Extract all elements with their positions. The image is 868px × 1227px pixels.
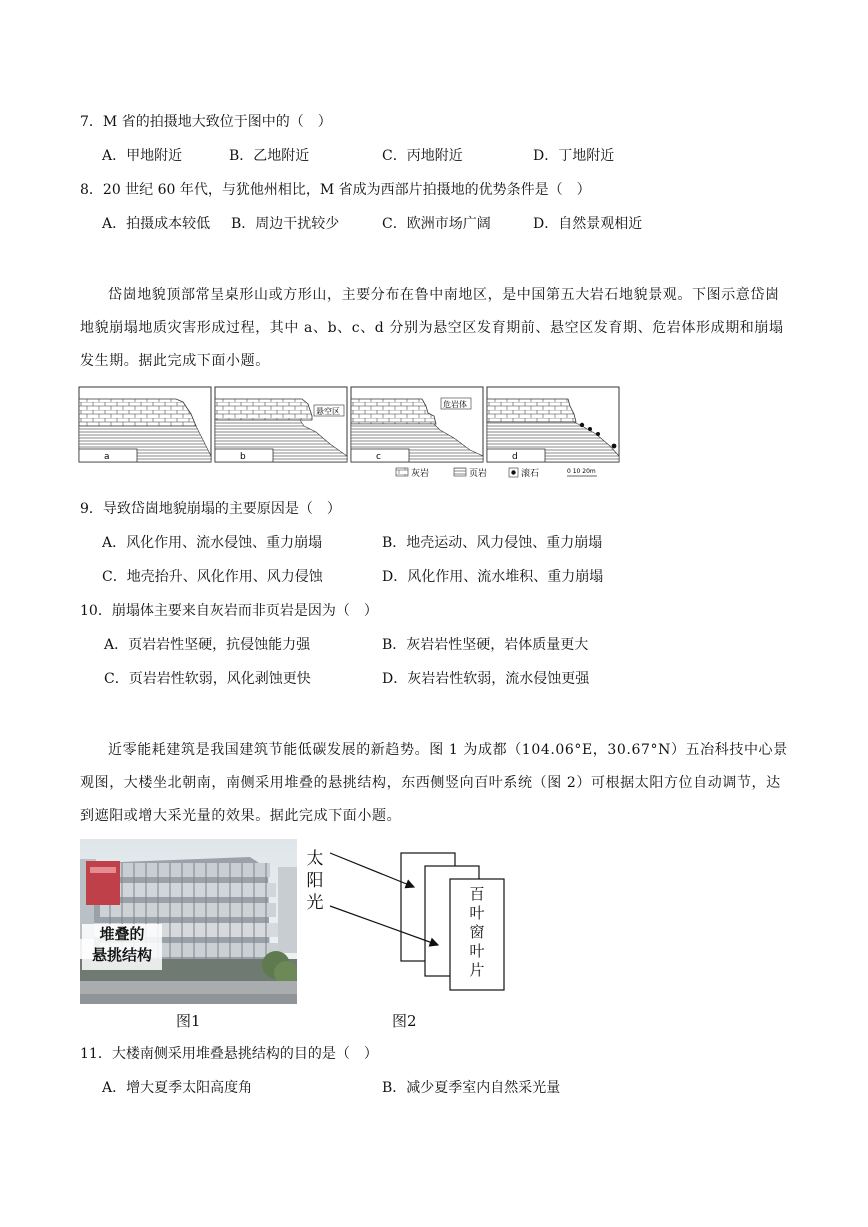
louver-blade-label — [468, 885, 486, 980]
collapse-process-figure — [78, 386, 623, 481]
question-7-option-a[interactable]: A．甲地附近 — [102, 148, 183, 164]
scale-bar-label: 0 10 20m — [567, 468, 596, 475]
question-8-option-a[interactable]: A．拍摄成本较低 — [102, 216, 211, 232]
overhang-label-line2: 悬挑结构 — [91, 946, 152, 964]
passage-zero-energy-building: 近零能耗建筑是我国建筑节能低碳发展的新趋势。图 1 为成都（104.06°E，30.67°N）五冶科技中心景观图，大楼坐北朝南，南侧采用堆叠的悬挑结构，东西侧竖向百叶系统（图 2）可根据太阳方位自动调节，达到遮阳或增大采光量的效果。据此完成下面小题。 — [80, 742, 788, 824]
question-9-stem: 9．导致岱崮地貌崩塌的主要原因是（ ） — [80, 501, 341, 517]
legend-rolling-stone: 滚石 — [521, 469, 540, 479]
overhang-label-line1: 堆叠的 — [99, 925, 145, 943]
figure-2-caption: 图2 — [392, 1012, 417, 1030]
legend-limestone: 灰岩 — [411, 469, 430, 479]
question-7-option-b[interactable]: B．乙地附近 — [229, 148, 310, 164]
question-7-option-c[interactable]: C．丙地附近 — [382, 148, 463, 164]
passage-daigu-landform: 岱崮地貌顶部常呈桌形山或方形山，主要分布在鲁中南地区，是中国第五大岩石地貌景观。下图示意岱崮地貌崩塌地质灾害形成过程，其中 a、b、c、d 分别为悬空区发育期前、悬空区发育期、危岩体形成期和崩塌发生期。据此完成下面小题。 — [80, 287, 784, 369]
louver-char: 百 — [469, 885, 485, 903]
louver-char: 窗 — [469, 923, 485, 941]
question-10-option-d[interactable]: D．灰岩岩性软弱，流水侵蚀更强 — [382, 671, 590, 687]
question-10-stem: 10．崩塌体主要来自灰岩而非页岩是因为（ ） — [80, 603, 378, 619]
question-10-option-b[interactable]: B．灰岩岩性坚硬，岩体质量更大 — [382, 637, 589, 653]
building-photo — [80, 839, 297, 1004]
panel-d — [487, 387, 619, 462]
panel-d-label: d — [512, 452, 518, 462]
rolling-stone-icon — [612, 444, 617, 449]
rolling-stone-icon — [588, 427, 592, 431]
question-9-option-a[interactable]: A．风化作用、流水侵蚀、重力崩塌 — [102, 535, 323, 551]
louver-char: 片 — [469, 961, 485, 979]
question-9-option-d[interactable]: D．风化作用、流水堆积、重力崩塌 — [382, 569, 604, 585]
question-7-stem: 7．M 省的拍摄地大致位于图中的（ ） — [80, 114, 332, 130]
question-9-option-b[interactable]: B．地壳运动、风力侵蚀、重力崩塌 — [382, 535, 603, 551]
panel-c-label: c — [376, 452, 381, 462]
overhang-zone-label: 悬空区 — [316, 407, 340, 416]
question-11-option-a[interactable]: A．增大夏季太阳高度角 — [102, 1080, 253, 1096]
louver-char: 叶 — [469, 942, 485, 960]
panel-a-label: a — [104, 452, 110, 462]
sunlight-label — [306, 848, 324, 914]
question-11-stem: 11．大楼南侧采用堆叠悬挑结构的目的是（ ） — [80, 1046, 378, 1062]
louver-char: 叶 — [469, 904, 485, 922]
panel-c — [351, 387, 483, 462]
question-9-option-c[interactable]: C．地壳抬升、风化作用、风力侵蚀 — [102, 569, 323, 585]
question-7-option-d[interactable]: D．丁地附近 — [533, 148, 615, 164]
question-8-stem: 8．20 世纪 60 年代，与犹他州相比，M 省成为西部片拍摄地的优势条件是（ ） — [80, 182, 591, 198]
rolling-stone-icon — [596, 432, 600, 436]
panel-b — [215, 387, 347, 462]
question-10-option-c[interactable]: C．页岩岩性软弱，风化剥蚀更快 — [104, 671, 311, 687]
sunlight-char: 光 — [306, 893, 324, 913]
figure-legend — [396, 467, 597, 479]
question-8-option-b[interactable]: B．周边干扰较少 — [231, 216, 340, 232]
legend-shale: 页岩 — [469, 469, 488, 479]
panel-b-label: b — [240, 452, 246, 462]
figure-1-caption: 图1 — [176, 1012, 201, 1030]
rolling-stone-icon — [580, 423, 584, 427]
question-8-option-c[interactable]: C．欧洲市场广阔 — [382, 216, 491, 232]
question-10-option-a[interactable]: A．页岩岩性坚硬，抗侵蚀能力强 — [104, 637, 311, 653]
sunlight-char: 太 — [306, 849, 324, 869]
question-8-option-d[interactable]: D．自然景观相近 — [533, 216, 643, 232]
panel-a — [79, 387, 211, 462]
question-11-option-b[interactable]: B．减少夏季室内自然采光量 — [382, 1080, 561, 1096]
sunlight-char: 阳 — [306, 871, 324, 891]
dangerous-rock-label: 危岩体 — [443, 400, 467, 409]
overhang-structure-label — [82, 924, 162, 970]
